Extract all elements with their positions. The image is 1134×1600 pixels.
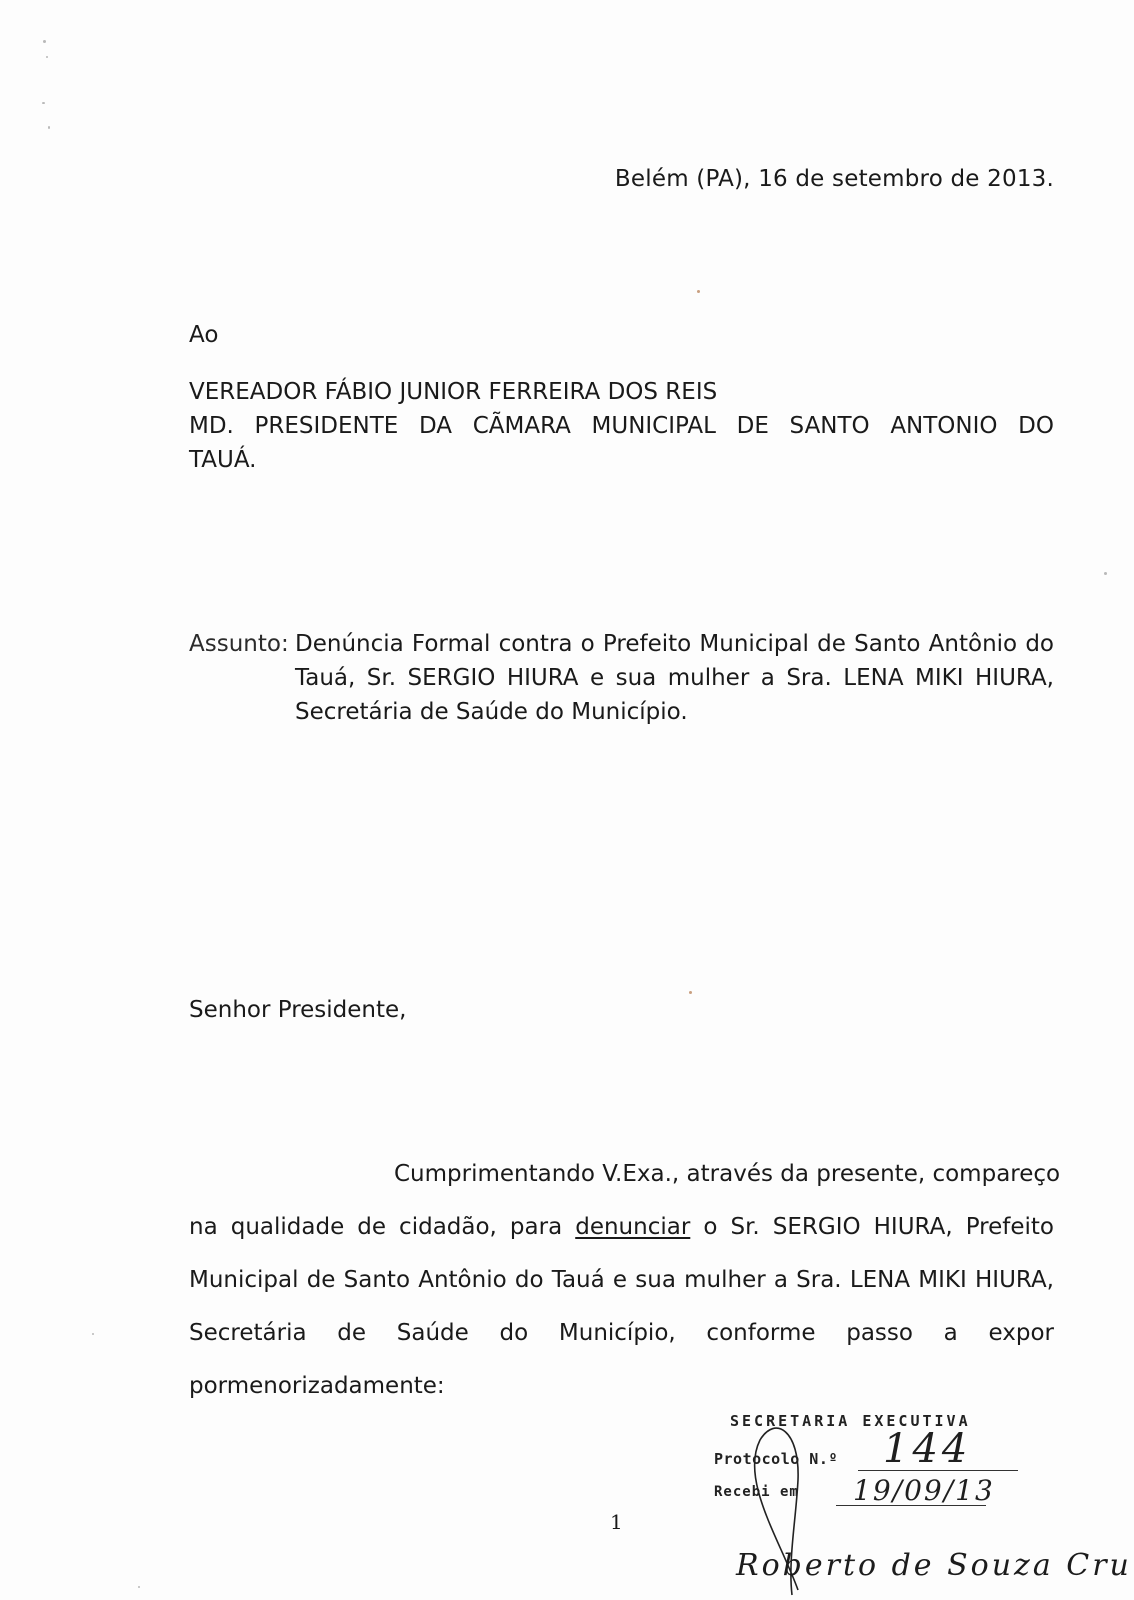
to-label: Ao bbox=[189, 322, 219, 348]
stamp-received-date: 19/09/13 bbox=[853, 1474, 995, 1507]
subject-line: Denúncia Formal contra o Prefeito Municipal de Santo Antônio do bbox=[295, 631, 1054, 657]
body-line: Secretária de Saúde do Município, conforme passo a expor bbox=[189, 1320, 1054, 1346]
scan-speck bbox=[689, 991, 692, 994]
subject-label: Assunto: bbox=[189, 631, 289, 657]
stamp-protocol-label: Protocolo N.º bbox=[714, 1450, 838, 1468]
stamp-received-label: Recebi em bbox=[714, 1484, 799, 1500]
subject-block bbox=[189, 627, 1054, 729]
body-text: o Sr. SERGIO HIURA, Prefeito bbox=[690, 1214, 1054, 1240]
body-line bbox=[189, 1201, 1054, 1254]
scan-speck bbox=[697, 290, 700, 293]
scan-speck bbox=[48, 126, 50, 129]
body-line: Municipal de Santo Antônio do Tauá e sua mulher a Sra. LENA MIKI HIURA, bbox=[189, 1267, 1054, 1293]
recipient-title: MD. PRESIDENTE DA CÃMARA MUNICIPAL DE SANTO ANTONIO DO bbox=[189, 413, 1054, 439]
body-paragraph bbox=[189, 1148, 1061, 1413]
body-line: Cumprimentando V.Exa., através da presente, compareço bbox=[394, 1161, 1061, 1187]
handwritten-signature: Roberto de Souza Cru bbox=[736, 1548, 1132, 1583]
greeting: Senhor Presidente, bbox=[189, 997, 407, 1023]
date-line: Belém (PA), 16 de setembro de 2013. bbox=[614, 166, 1054, 192]
subject-line: Tauá, Sr. SERGIO HIURA e sua mulher a Sra. LENA MIKI HIURA, bbox=[295, 665, 1054, 691]
scan-speck bbox=[138, 1586, 140, 1588]
stamp-protocol-number: 144 bbox=[883, 1426, 972, 1472]
scan-speck bbox=[46, 56, 48, 58]
recipient-block bbox=[189, 375, 1054, 477]
body-text: na qualidade de cidadão, para bbox=[189, 1214, 576, 1240]
scan-speck bbox=[42, 102, 45, 104]
stamp-rule bbox=[836, 1505, 986, 1506]
body-line: pormenorizadamente: bbox=[189, 1373, 445, 1399]
stamp-rule bbox=[858, 1470, 1018, 1471]
underlined-word: denunciar bbox=[575, 1214, 691, 1240]
recipient-title-cont: TAUÁ. bbox=[189, 447, 257, 473]
scan-speck bbox=[43, 40, 46, 43]
recipient-name: VEREADOR FÁBIO JUNIOR FERREIRA DOS REIS bbox=[189, 379, 718, 405]
stamp-title: SECRETARIA EXECUTIVA bbox=[730, 1412, 971, 1430]
subject-line: Secretária de Saúde do Município. bbox=[295, 699, 688, 725]
page-number: 1 bbox=[610, 1510, 623, 1534]
scan-speck bbox=[1104, 572, 1107, 575]
subject-text bbox=[295, 627, 1054, 729]
scan-speck bbox=[92, 1333, 94, 1335]
